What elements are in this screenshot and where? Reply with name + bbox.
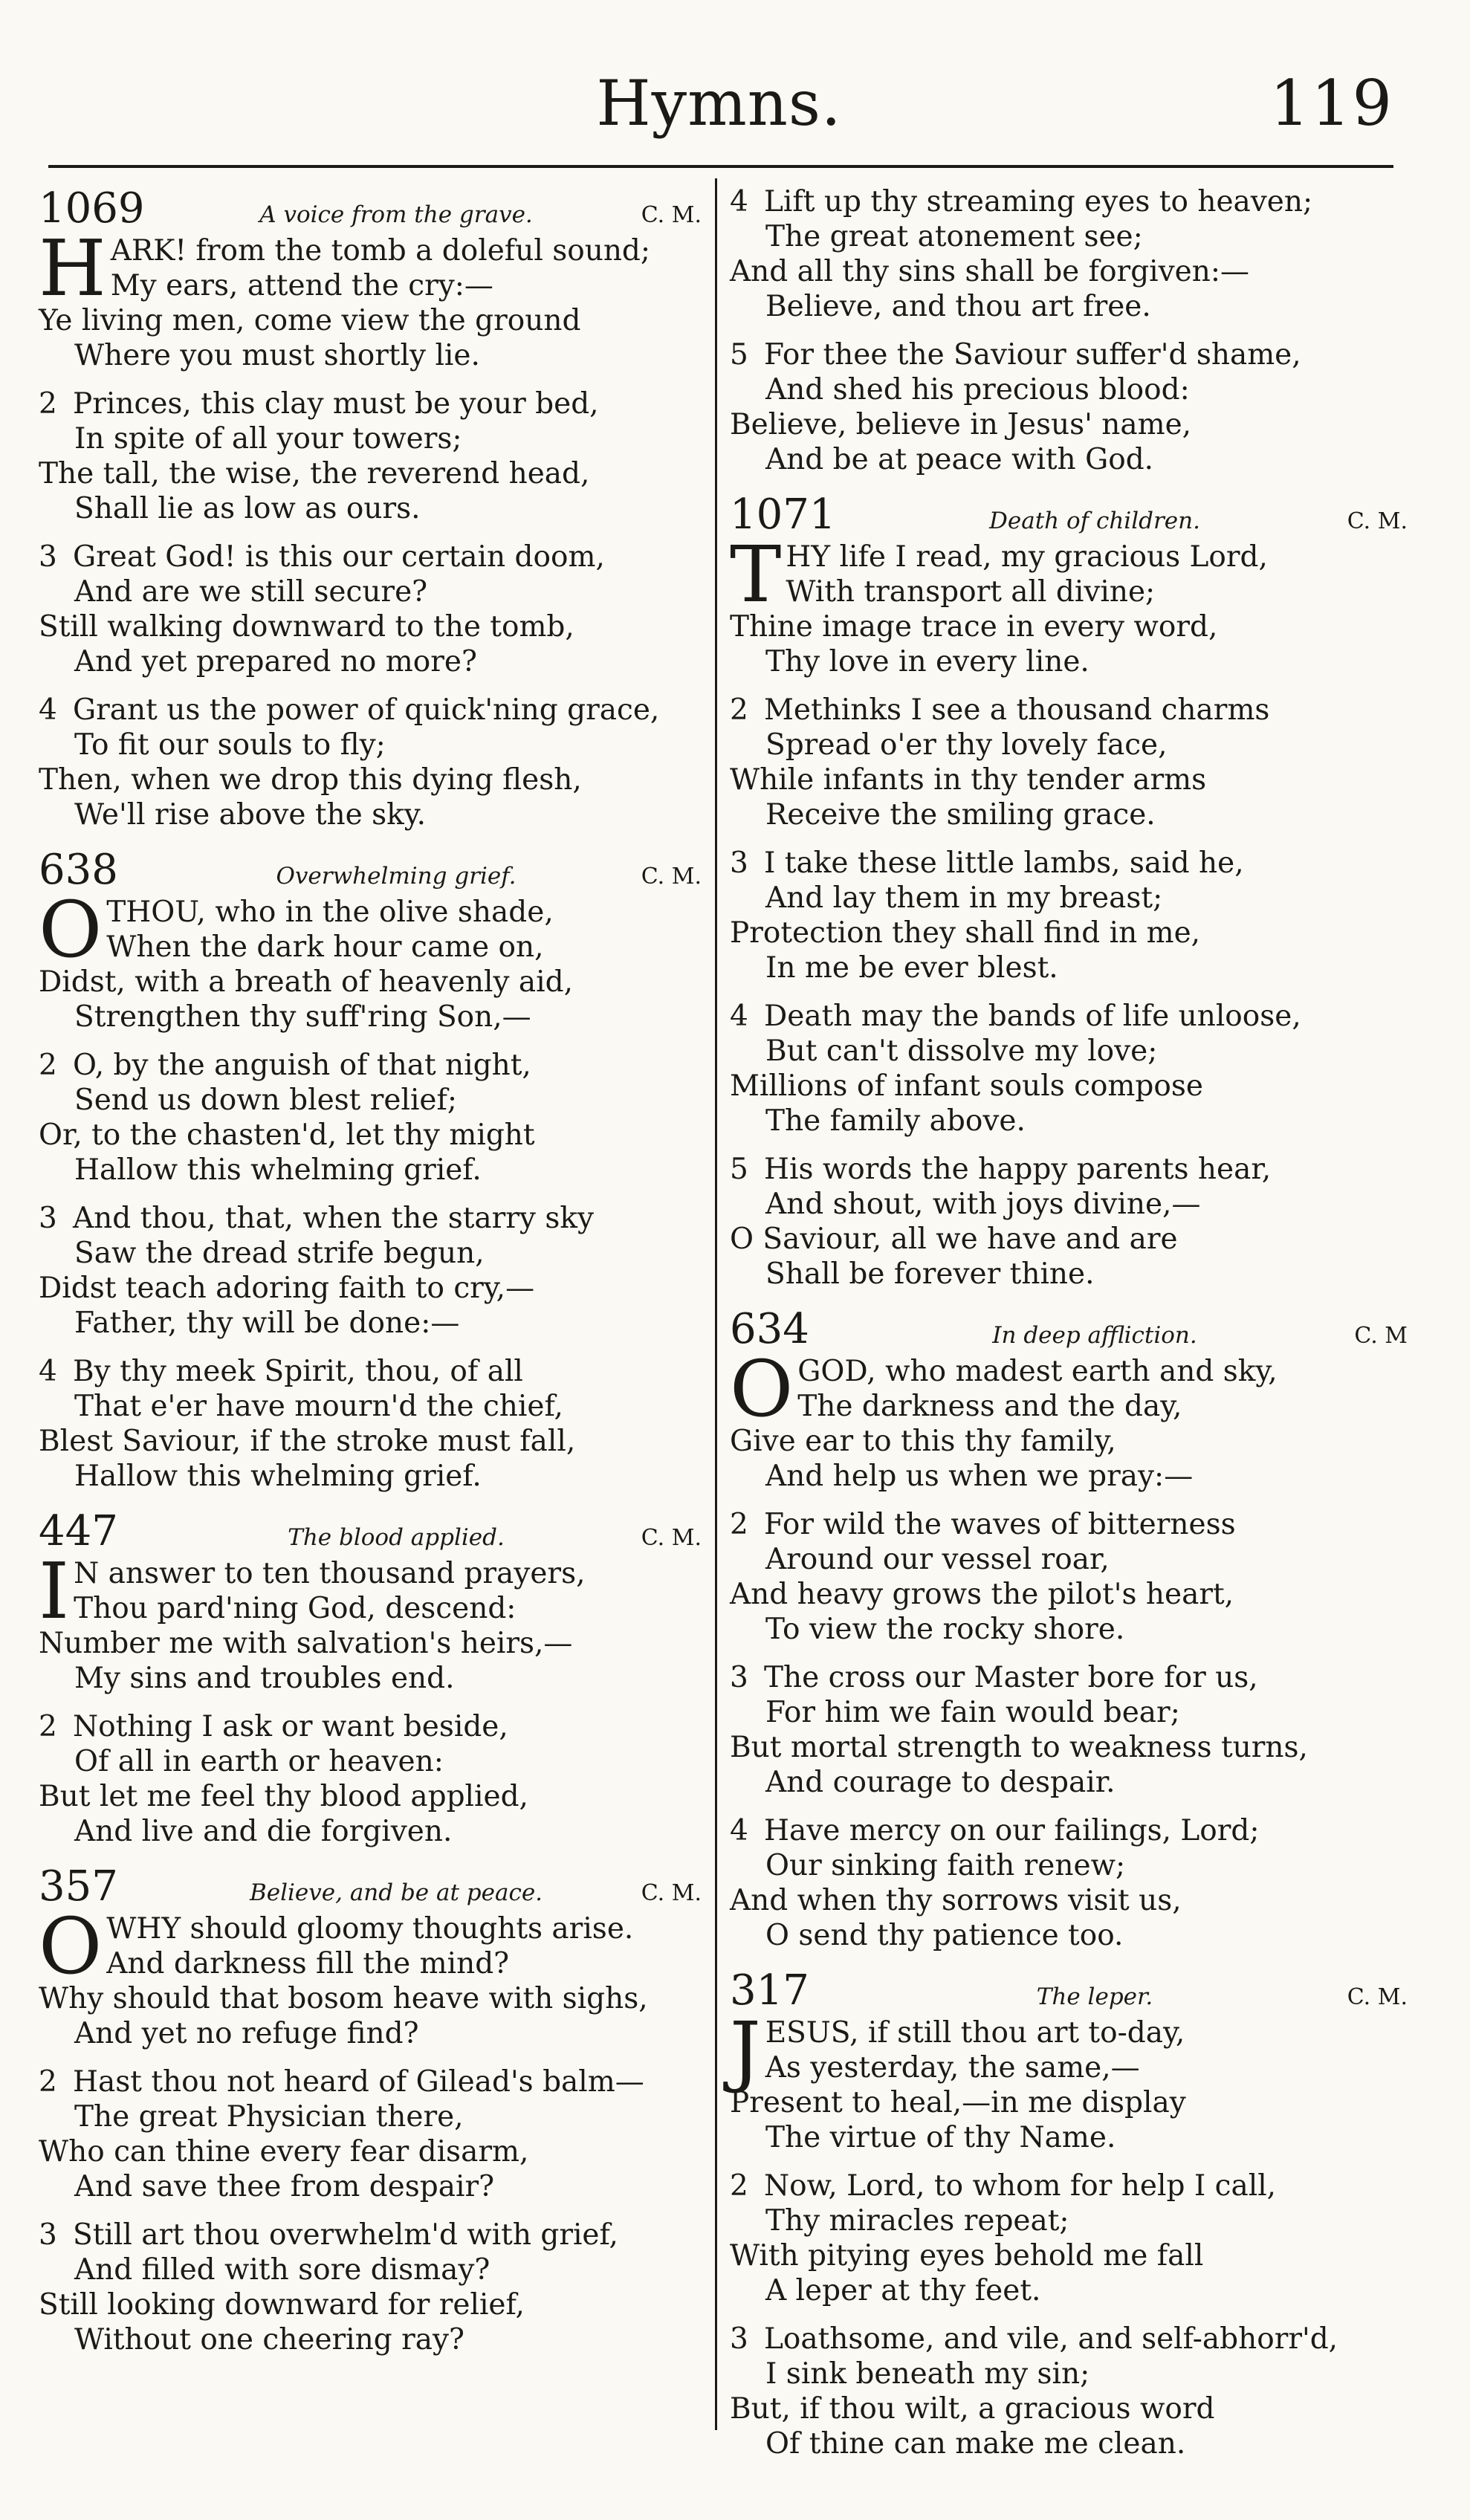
hymn-header [39, 1507, 708, 1556]
stanza [39, 1354, 708, 1494]
verse-line: My sins and troubles end. [74, 1662, 455, 1695]
verse-line: In spite of all your towers; [74, 422, 462, 456]
verse-line: Who can thine every fear disarm, [39, 2135, 529, 2168]
verse-line [39, 2218, 708, 2252]
verse-line: Didst, with a breath of heavenly aid, [39, 965, 573, 999]
hymn-meter: C. M [1354, 1323, 1408, 1349]
hymn-number: 634 [730, 1305, 809, 1353]
verse-line: Still walking downward to the tomb, [39, 610, 574, 644]
verse-line [730, 1813, 1414, 1848]
verse-text: The cross our Master bore for us, [764, 1661, 1258, 1694]
stanza-number: 3 [730, 846, 748, 880]
verse-text: And thou, that, when the starry sky [73, 1202, 595, 1235]
verse-line: But can't dissolve my love; [765, 1034, 1158, 1068]
verse-line: A leper at thy feet. [765, 2274, 1041, 2307]
stanza [730, 2168, 1414, 2308]
verse-line: O send thy patience too. [765, 1919, 1124, 1952]
drop-cap: O [730, 1344, 794, 1434]
verse-text: For thee the Saviour suffer'd shame, [764, 338, 1301, 372]
verse-line: And shout, with joys divine,— [765, 1188, 1201, 1221]
drop-cap: H [39, 223, 106, 314]
verse-line: Thou pard'ning God, descend: [74, 1592, 517, 1625]
verse-line: Father, thy will be done:— [74, 1306, 460, 1340]
verse-line: ESUS, if still thou art to-day, [765, 2016, 1185, 2050]
hymn-block [39, 846, 708, 1494]
verse-line [730, 337, 1414, 372]
hymn-meter: C. M. [641, 202, 702, 228]
verse-line: And help us when we pray:— [765, 1460, 1194, 1493]
verse-line: My ears, attend the cry:— [110, 269, 493, 302]
verse-text: Death may the bands of life unloose, [764, 1000, 1301, 1033]
verse-line: ARK! from the tomb a doleful sound; [110, 234, 651, 268]
stanza-number: 3 [730, 2322, 748, 2356]
stanza [730, 846, 1414, 985]
verse-line: In me be ever blest. [765, 951, 1058, 985]
stanza-number: 2 [730, 2169, 748, 2203]
verse-line: Give ear to this thy family, [730, 1425, 1116, 1458]
verse-line: And live and die forgiven. [74, 1815, 453, 1848]
stanza [39, 540, 708, 679]
stanza [39, 1048, 708, 1188]
verse-line [730, 846, 1414, 881]
hymn-meter: C. M. [641, 1880, 702, 1906]
verse-line: Believe, believe in Jesus' name, [730, 408, 1192, 441]
verse-line: And all thy sins shall be forgiven:— [730, 255, 1250, 288]
verse-line: And darkness fill the mind? [106, 1947, 510, 1980]
verse-line: And yet no refuge find? [74, 2017, 419, 2050]
hymn-number: 638 [39, 846, 118, 894]
verse-line: Around our vessel roar, [765, 1543, 1110, 1576]
verse-line: WHY should gloomy thoughts arise. [106, 1912, 634, 1946]
hymn-header [730, 1966, 1414, 2015]
stanza-number: 2 [730, 1508, 748, 1541]
drop-cap: O [39, 1901, 103, 1992]
stanza-number: 2 [39, 1049, 57, 1082]
verse-line: Ye living men, come view the ground [39, 304, 581, 337]
verse-line: Blest Saviour, if the stroke must fall, [39, 1425, 576, 1458]
verse-line: The family above. [765, 1104, 1026, 1138]
stanza [730, 184, 1414, 324]
verse-line: I sink beneath my sin; [765, 2357, 1090, 2391]
stanza [730, 693, 1414, 832]
stanza-number: 5 [730, 1153, 748, 1186]
stanza [730, 2005, 1414, 2155]
hymn-block [730, 184, 1414, 477]
verse-line: The darkness and the day, [797, 1390, 1182, 1423]
verse-line: And save thee from despair? [74, 2170, 495, 2203]
stanza [39, 1901, 708, 2051]
verse-line: Shall be forever thine. [765, 1257, 1095, 1291]
verse-line: Present to heal,—in me display [730, 2086, 1186, 2119]
stanza [730, 999, 1414, 1138]
hymn-number: 1069 [39, 184, 145, 233]
left-column [39, 184, 708, 2371]
hymn-block [39, 184, 708, 832]
verse-line: N answer to ten thousand prayers, [74, 1557, 586, 1590]
stanza [39, 1546, 708, 1696]
verse-line [39, 1709, 708, 1744]
verse-line: And heavy grows the pilot's heart, [730, 1578, 1234, 1611]
verse-line: With pitying eyes behold me fall [730, 2239, 1204, 2273]
verse-text: Lift up thy streaming eyes to heaven; [764, 185, 1313, 218]
verse-line: Hallow this whelming grief. [74, 1153, 482, 1187]
verse-text: Still art thou overwhelm'd with grief, [73, 2218, 618, 2252]
stanza-number: 2 [39, 387, 57, 421]
verse-text: Loathsome, and vile, and self-abhorr'd, [764, 2322, 1338, 2356]
verse-line: Didst teach adoring faith to cry,— [39, 1272, 535, 1305]
verse-line: Protection they shall find in me, [730, 916, 1201, 950]
stanza-number: 2 [39, 1710, 57, 1743]
hymn-header [730, 490, 1414, 540]
hymn-number: 357 [39, 1862, 118, 1911]
hymn-title: Overwhelming grief. [276, 863, 517, 890]
drop-cap: T [730, 529, 782, 620]
verse-text: Nothing I ask or want beside, [73, 1710, 508, 1743]
stanza-number: 3 [39, 1202, 57, 1235]
hymn-number: 447 [39, 1507, 118, 1555]
verse-text: I take these little lambs, said he, [764, 846, 1244, 880]
verse-line: Millions of infant souls compose [730, 1069, 1203, 1103]
verse-line: Or, to the chasten'd, let thy might [39, 1118, 535, 1152]
verse-line: Strengthen thy suff'ring Son,— [74, 1000, 531, 1034]
verse-text: Grant us the power of quick'ning grace, [73, 693, 660, 727]
verse-line: And yet prepared no more? [74, 645, 477, 678]
verse-line: And filled with sore dismay? [74, 2253, 490, 2287]
hymn-block [39, 1507, 708, 1849]
verse-line: Believe, and thou art free. [765, 290, 1151, 323]
hymn-header [39, 846, 708, 895]
verse-line: As yesterday, the same,— [765, 2051, 1140, 2085]
running-title: Hymns. [596, 67, 842, 140]
hymn-block [730, 1966, 1414, 2461]
stanza [39, 1201, 708, 1341]
column-divider [715, 178, 717, 2430]
verse-line [39, 693, 708, 728]
verse-line: GOD, who madest earth and sky, [797, 1355, 1278, 1388]
verse-line: And shed his precious blood: [765, 373, 1190, 406]
stanza-number: 3 [39, 2218, 57, 2252]
verse-line: To view the rocky shore. [765, 1613, 1125, 1646]
verse-line: Without one cheering ray? [74, 2323, 464, 2357]
hymn-title: The blood applied. [288, 1524, 505, 1551]
hymn-title: The leper. [1036, 1983, 1153, 2010]
verse-line: The great atonement see; [765, 220, 1143, 253]
verse-line: Of all in earth or heaven: [74, 1745, 444, 1778]
verse-line [39, 386, 708, 421]
drop-cap: J [730, 2005, 761, 2096]
drop-cap: O [39, 884, 103, 975]
verse-line: O Saviour, all we have and are [730, 1222, 1178, 1256]
verse-line [730, 1660, 1414, 1695]
verse-text: O, by the anguish of that night, [73, 1049, 531, 1082]
hymn-number: 317 [730, 1966, 809, 2015]
verse-line: Number me with salvation's heirs,— [39, 1627, 573, 1660]
verse-line: Thy love in every line. [765, 645, 1089, 678]
right-column [730, 184, 1414, 2475]
verse-line: Thine image trace in every word, [730, 610, 1218, 644]
stanza [730, 529, 1414, 679]
verse-line: The virtue of thy Name. [765, 2121, 1116, 2154]
stanza [730, 1507, 1414, 1647]
hymn-block [39, 1862, 708, 2357]
verse-line: The tall, the wise, the reverend head, [39, 457, 590, 490]
verse-text: Great God! is this our certain doom, [73, 540, 605, 574]
stanza [39, 693, 708, 832]
verse-line: Receive the smiling grace. [765, 798, 1156, 832]
stanza-number: 4 [730, 1814, 748, 1847]
header-rule [48, 165, 1393, 168]
verse-line: And courage to despair. [765, 1766, 1116, 1799]
stanza [39, 223, 708, 373]
drop-cap: I [39, 1546, 70, 1636]
verse-text: Hast thou not heard of Gilead's balm— [73, 2065, 644, 2099]
hymn-block [730, 490, 1414, 1292]
hymn-meter: C. M. [641, 1525, 702, 1551]
verse-line: While infants in thy tender arms [730, 763, 1207, 797]
stanza [730, 337, 1414, 477]
verse-line: That e'er have mourn'd the chief, [74, 1390, 563, 1423]
stanza-number: 5 [730, 338, 748, 372]
stanza-number: 3 [39, 540, 57, 574]
verse-line: Of thine can make me clean. [765, 2427, 1186, 2461]
verse-line: But let me feel thy blood applied, [39, 1780, 528, 1813]
stanza-number: 2 [39, 2065, 57, 2099]
verse-line [730, 1152, 1414, 1187]
verse-line: And lay them in my breast; [765, 881, 1163, 915]
verse-line [730, 184, 1414, 219]
verse-line: Spread o'er thy lovely face, [765, 728, 1168, 762]
verse-text: By thy meek Spirit, thou, of all [73, 1355, 523, 1388]
verse-line [730, 693, 1414, 728]
stanza [730, 1660, 1414, 1800]
stanza-number: 2 [730, 693, 748, 727]
verse-line: Where you must shortly lie. [74, 339, 480, 372]
verse-line [730, 999, 1414, 1034]
verse-line: Hallow this whelming grief. [74, 1460, 482, 1493]
verse-line: To fit our souls to fly; [74, 728, 386, 762]
verse-line [39, 2064, 708, 2099]
verse-line [730, 1507, 1414, 1542]
hymn-header [39, 184, 708, 233]
stanza-number: 4 [39, 1355, 57, 1388]
stanza-number: 4 [39, 693, 57, 727]
stanza-number: 3 [730, 1661, 748, 1694]
verse-line: Why should that bosom heave with sighs, [39, 1982, 648, 2015]
stanza [39, 884, 708, 1034]
stanza [39, 2064, 708, 2204]
hymn-title: Death of children. [989, 508, 1200, 534]
verse-line: Saw the dread strife begun, [74, 1237, 485, 1270]
stanza [39, 1709, 708, 1849]
verse-line [39, 1354, 708, 1389]
verse-line: And when thy sorrows visit us, [730, 1884, 1182, 1917]
verse-text: Have mercy on our failings, Lord; [764, 1814, 1260, 1847]
verse-line: Then, when we drop this dying flesh, [39, 763, 582, 797]
hymn-block [730, 1305, 1414, 1953]
verse-line: THOU, who in the olive shade, [106, 895, 554, 929]
stanza-number: 4 [730, 185, 748, 218]
verse-line: Still looking downward for relief, [39, 2288, 525, 2322]
verse-line: Shall lie as low as ours. [74, 492, 421, 525]
verse-line [730, 2322, 1414, 2357]
verse-line [39, 1048, 708, 1083]
stanza-number: 4 [730, 1000, 748, 1033]
verse-text: Methinks I see a thousand charms [764, 693, 1270, 727]
verse-line: Our sinking faith renew; [765, 1849, 1126, 1882]
verse-line [39, 1201, 708, 1236]
stanza [39, 2218, 708, 2357]
hymn-meter: C. M. [1347, 1984, 1408, 2010]
page-number: 119 [1269, 67, 1393, 140]
page-header [45, 59, 1393, 149]
hymn-title: A voice from the grave. [259, 201, 533, 228]
verse-text: Now, Lord, to whom for help I call, [764, 2169, 1277, 2203]
verse-line: But, if thou wilt, a gracious word [730, 2392, 1215, 2426]
verse-text: For wild the waves of bitterness [764, 1508, 1236, 1541]
verse-text: Princes, this clay must be your bed, [73, 387, 599, 421]
hymn-header [730, 1305, 1414, 1354]
hymn-meter: C. M. [1347, 508, 1408, 534]
verse-line: For him we fain would bear; [765, 1696, 1180, 1729]
verse-line [730, 2168, 1414, 2203]
verse-text: His words the happy parents hear, [764, 1153, 1272, 1186]
verse-line: With transport all divine; [786, 575, 1156, 609]
stanza [730, 1344, 1414, 1494]
hymn-title: Believe, and be at peace. [249, 1879, 543, 1906]
stanza [730, 1152, 1414, 1292]
verse-line [39, 540, 708, 574]
verse-line: Send us down blest relief; [74, 1084, 458, 1117]
verse-line: And are we still secure? [74, 575, 428, 609]
verse-line: We'll rise above the sky. [74, 798, 427, 832]
stanza [39, 386, 708, 526]
hymn-number: 1071 [730, 490, 836, 539]
verse-line: Thy miracles repeat; [765, 2204, 1069, 2238]
verse-line: But mortal strength to weakness turns, [730, 1731, 1308, 1764]
stanza [730, 1813, 1414, 1953]
hymn-header [39, 1862, 708, 1911]
stanza [730, 2322, 1414, 2461]
hymn-meter: C. M. [641, 864, 702, 890]
verse-line: When the dark hour came on, [106, 930, 544, 964]
verse-line: HY life I read, my gracious Lord, [786, 540, 1268, 574]
hymn-title: In deep affliction. [992, 1322, 1197, 1349]
verse-line: And be at peace with God. [765, 443, 1154, 476]
verse-line: The great Physician there, [74, 2100, 464, 2134]
